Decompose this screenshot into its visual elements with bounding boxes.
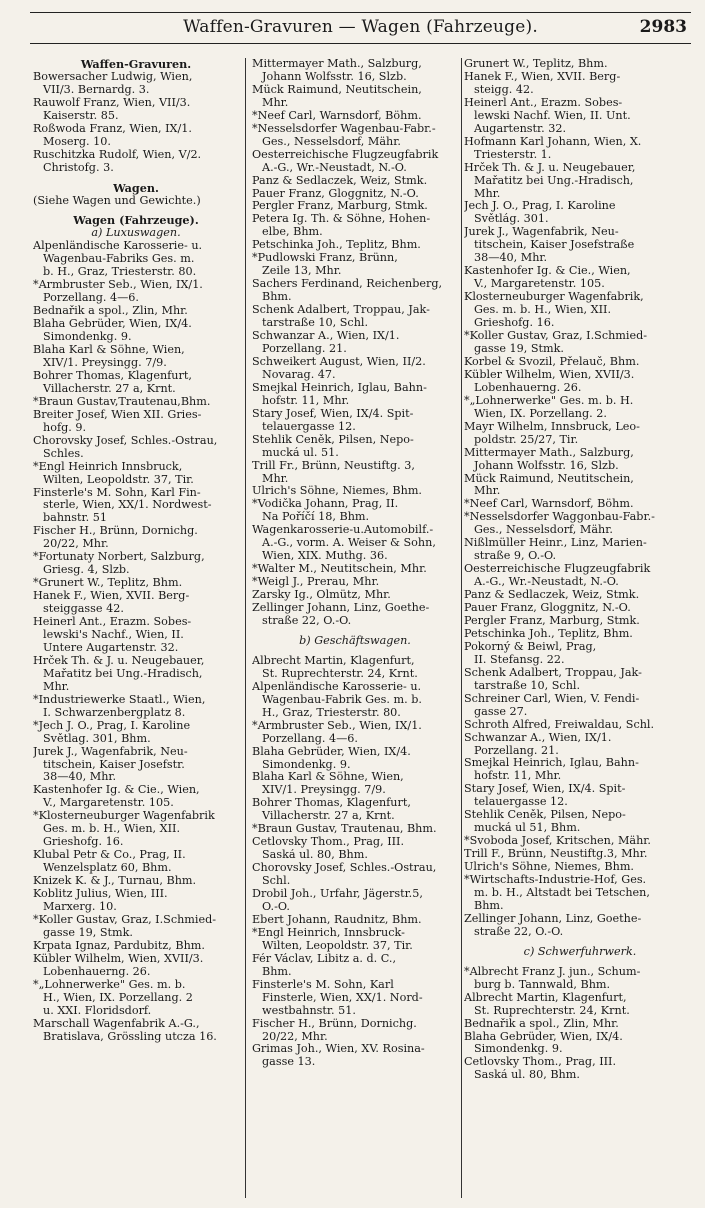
entry-line: Fischer H., Brünn, Dornichg.	[252, 1017, 417, 1030]
entry-line: Kastenhofer Ig. & Cie., Wien,	[33, 784, 200, 797]
entry-line: hofg. 9.	[43, 421, 87, 434]
spacer	[464, 959, 696, 966]
entry-line: lewski Nachf. Wien, II. Unt.	[474, 109, 631, 122]
entry-line: Cetlovsky Thom., Prag, III.	[252, 836, 405, 849]
entry-line: Marxerg. 10.	[43, 901, 117, 913]
spacer	[464, 939, 696, 946]
section-heading: Wagen.	[113, 181, 159, 195]
entry-line: gasse 13.	[262, 1056, 316, 1069]
entry-line: 20/22, Mhr.	[43, 538, 109, 551]
entry-line: Schreiner Carl, Wien, V. Fendi-	[464, 692, 640, 705]
entry-line: Rauwolf Franz, Wien, VII/3.	[33, 96, 191, 109]
entry-line: steigg. 42.	[474, 83, 534, 96]
entry-line: I. Schwarzenbergplatz 8.	[43, 706, 186, 719]
entry-line: Wilten, Leopoldstr. 37, Tir.	[262, 939, 413, 952]
entry-line: Zellinger Johann, Linz, Goethe-	[252, 602, 430, 615]
entry-line: Schl.	[262, 875, 291, 888]
entry-line: St. Ruprechterstr. 24, Krnt.	[474, 1004, 630, 1017]
entry-line: Bohrer Thomas, Klagenfurt,	[252, 797, 411, 810]
entry-line: Blaha Karl & Söhne, Wien,	[33, 344, 185, 357]
entry-line: straße 22, O.-Ö.	[262, 614, 352, 627]
entry-line: u. XXI. Floridsdorf.	[43, 1004, 152, 1017]
entry-line: Wagenkarosserie-u.Automobilf.-	[252, 524, 434, 537]
entry-line: *Fortunaty Norbert, Salzburg,	[33, 551, 205, 564]
entry-line: *Nesselsdorfer Wagenbau-Fabr.-	[252, 122, 436, 135]
entry-line: Světlag. 301, Bhm.	[43, 732, 151, 745]
entry-line: Mařatitz bei Ung.-Hradisch,	[43, 667, 203, 680]
entry-line: Stary Josef, Wien, IX/4. Spit-	[252, 407, 414, 420]
entry-line: gasse 27.	[474, 705, 528, 718]
entry-line: V., Margaretenstr. 105.	[474, 278, 605, 291]
entry-line: VII/3. Bernardg. 3.	[43, 83, 150, 96]
entry-line: Kastenhofer Ig. & Cie., Wien,	[464, 265, 631, 278]
entry-line: Johann Wolfsstr. 16, Slzb.	[474, 459, 619, 472]
entry-line: *Wirtschafts-Industrie-Hof, Ges.	[464, 874, 647, 887]
entry-line: *Braun Gustav,Trautenau,Bhm.	[33, 395, 211, 408]
entry-line: *Neef Carl, Warnsdorf, Böhm.	[464, 498, 634, 511]
entry-line: Wilten, Leopoldstr. 37, Tir.	[43, 473, 194, 486]
entry-line: *Weigl J., Prerau, Mhr.	[252, 576, 380, 589]
entry-line: Schwanzar A., Wien, IX/1.	[252, 330, 400, 343]
entry-line: telauergasse 12.	[474, 796, 568, 809]
column-divider	[245, 58, 246, 1198]
entry-line: westbahnstr. 51.	[262, 1004, 356, 1017]
entry-line: Mařatitz bei Ung.-Hradisch,	[474, 174, 634, 187]
entry-line: Heinerl Ant., Erazm. Sobes-	[33, 616, 192, 629]
entry-line: Mück Raimund, Neutitschein,	[252, 83, 422, 96]
page-number: 2983	[639, 17, 687, 37]
entry-line: H., Wien, IX. Porzellang. 2	[43, 991, 193, 1004]
entry-line: bahnstr. 51	[43, 512, 107, 525]
entry-line: Christofg. 3.	[43, 161, 114, 174]
entry-line: Koblitz Julius, Wien, III.	[33, 888, 168, 901]
entry-line: *„Lohnerwerke" Ges. m. b. H.	[464, 394, 634, 407]
entry-line: Lobenhauerng. 26.	[43, 965, 151, 978]
entry-line: V., Margaretenstr. 105.	[43, 797, 174, 810]
entry-line: Marschall Wagenfabrik A.-G.,	[33, 1017, 200, 1030]
subsection-heading: c) Schwerfuhrwerk.	[523, 945, 637, 958]
entry-line: Ges., Nesselsdorf, Mähr.	[262, 135, 401, 148]
entry-line: Trill Fr., Brünn, Neustiftg. 3,	[252, 459, 415, 472]
spacer	[33, 207, 239, 214]
entry-line: *Engl Heinrich Innsbruck,	[33, 460, 183, 473]
entry-line: b. H., Graz, Triesterstr. 80.	[43, 266, 197, 279]
entry-line: mucká ul 51, Bhm.	[474, 822, 581, 835]
entry-line: Pergler Franz, Marburg, Stmk.	[464, 614, 640, 627]
page-title: Waffen-Gravuren — Wagen (Fahrzeuge).	[183, 17, 538, 37]
entry-line: Kübler Wilhelm, Wien, XVII/3.	[33, 952, 204, 965]
entry-line: poldstr. 25/27, Tir.	[474, 433, 579, 446]
entry-line: elbe, Bhm.	[262, 226, 323, 239]
entry-line: Simondenkg. 9.	[262, 758, 351, 771]
entry-line: 20/22, Mhr.	[262, 1030, 328, 1043]
entry-line: *Walter M., Neutitschein, Mhr.	[252, 563, 427, 576]
entry-line: Klubal Petr & Co., Prag, II.	[33, 849, 186, 862]
entry-line: Wagenbau-Fabrik Ges. m. b.	[262, 693, 422, 706]
entry-line: mucká ul. 51.	[262, 446, 339, 459]
entry-line: II. Stefansg. 22.	[474, 653, 565, 666]
entry-line: *Engl Heinrich, Innsbruck-	[252, 926, 405, 939]
column-divider	[461, 58, 462, 1198]
entry-line: Mhr.	[262, 96, 289, 109]
column-middle	[252, 58, 458, 1198]
entry-line: Lobenhauerng. 26.	[474, 381, 582, 394]
entry-line: Mhr.	[474, 485, 501, 498]
entry-line: Bednařik a spol., Zlin, Mhr.	[33, 305, 188, 318]
entry-line: Hanek F., Wien, XVII. Berg-	[33, 590, 190, 603]
entry-line: Schenk Adalbert, Troppau, Jak-	[464, 666, 642, 679]
entry-line: Mhr.	[474, 187, 501, 200]
entry-line: A.-G., Wr.-Neustadt, N.-Ö.	[262, 161, 407, 174]
entry-line: Schwanzar A., Wien, IX/1.	[464, 731, 612, 744]
entry-line: Stary Josef, Wien, IX/4. Spit-	[464, 783, 626, 796]
entry-line: Untere Augartenstr. 32.	[43, 641, 179, 654]
entry-line: straße 9, O.-Ö.	[474, 550, 557, 563]
entry-line: Bhm.	[262, 965, 292, 978]
entry-line: telauergasse 12.	[262, 420, 356, 433]
entry-line: Bowersacher Ludwig, Wien,	[33, 70, 193, 83]
entry-line: St. Ruprechterstr. 24, Krnt.	[262, 667, 418, 680]
entry-line: Finsterle's M. Sohn, Karl	[252, 978, 394, 991]
entry-line: steiggasse 42.	[43, 603, 124, 616]
entry-line: Trill F., Brünn, Neustiftg.3, Mhr.	[464, 848, 648, 861]
entry-line: Klosterneuburger Wagenfabrik,	[464, 291, 644, 304]
entry-line: A.-G., Wr.-Neustadt, N.-Ö.	[474, 576, 619, 589]
entry-line: *Neef Carl, Warnsdorf, Böhm.	[252, 109, 422, 122]
entry-line: *Albrecht Franz J. jun., Schum-	[464, 965, 641, 978]
entry-line: *Jech J. O., Prag, I. Karoline	[33, 719, 191, 732]
entry-line: gasse 19, Stmk.	[43, 926, 133, 939]
entry-line: Alpenländische Karosserie- u.	[33, 240, 203, 253]
entry-line: Roßwoda Franz, Wien, IX/1.	[33, 122, 192, 135]
entry-line: Blaha Gebrüder, Wien, IX/4.	[252, 745, 411, 758]
entry-line: Mhr.	[43, 680, 70, 693]
entry-line: *Klosterneuburger Wagenfabrik	[33, 810, 215, 823]
entry-line: Kübler Wilhelm, Wien, XVII/3.	[464, 368, 635, 381]
entry-line: Mayr Wilhelm, Innsbruck, Leo-	[464, 420, 640, 433]
entry-line: Zellinger Johann, Linz, Goethe-	[464, 912, 642, 925]
entry-line: Mhr.	[262, 472, 289, 485]
entry-line: H., Graz, Triesterstr. 80.	[262, 706, 401, 719]
entry-line: Grunert W., Teplitz, Bhm.	[464, 58, 608, 70]
entry-line: Stehlik Čeněk, Pilsen, Nepo-	[252, 433, 414, 446]
entry-line: Nißlmüller Heinr., Linz, Marien-	[464, 537, 647, 550]
entry-line: O.-Ö.	[262, 901, 290, 913]
entry-line: Schroth Alfred, Freiwaldau, Schl.	[464, 718, 655, 731]
entry-line: *Svoboda Josef, Kritschen, Mähr.	[464, 835, 651, 848]
entry-line: Breiter Josef, Wien XII. Gries-	[33, 408, 202, 421]
entry-line: Světlág. 301.	[474, 213, 549, 226]
subsection-heading: b) Geschäftswagen.	[299, 634, 411, 647]
entry-line: Ruschitzka Rudolf, Wien, V/2.	[33, 148, 202, 161]
entry-line: burg b. Tannwald, Bhm.	[474, 978, 611, 991]
entry-line: Pauer Franz, Gloggnitz, N.-Ö.	[464, 602, 631, 615]
entry-line: Pauer Franz, Gloggnitz, N.-Ö.	[252, 187, 419, 200]
entry-line: *Pudlowski Franz, Brünn,	[252, 252, 398, 265]
entry-line: Wien, XIX. Muthg. 36.	[262, 550, 388, 563]
entry-line: Finsterle, Wien, XX/1. Nord-	[262, 991, 423, 1004]
entry-line: Porzellang. 4—6.	[43, 292, 139, 305]
entry-line: Fér Václav, Libitz a. d. C.,	[252, 952, 397, 965]
entry-line: *„Lohnerwerke" Ges. m. b.	[33, 978, 186, 991]
column-left	[33, 58, 239, 1198]
entry-line: Hanek F., Wien, XVII. Berg-	[464, 70, 621, 83]
entry-line: Blaha Gebrüder, Wien, IX/4.	[464, 1030, 623, 1043]
entry-line: Chorovsky Josef, Schles.-Ostrau,	[252, 862, 437, 875]
entry-line: Triesterstr. 1.	[474, 148, 552, 161]
entry-line: Bhm.	[474, 899, 504, 912]
entry-line: *Grunert W., Teplitz, Bhm.	[33, 577, 183, 590]
entry-line: Panz & Sedlaczek, Weiz, Stmk.	[464, 589, 640, 602]
column-right	[464, 58, 696, 1198]
entry-line: Cetlovsky Thom., Prag, III.	[464, 1056, 617, 1069]
entry-line: Porzellang. 4—6.	[262, 732, 358, 745]
cross-reference: (Siehe Wagen und Gewichte.)	[33, 194, 201, 207]
subsection-heading: a) Luxuswagen.	[91, 227, 181, 240]
entry-line: Panz & Sedlaczek, Weiz, Stmk.	[252, 174, 428, 187]
entry-line: Wagenbau-Fabriks Ges. m.	[43, 253, 195, 266]
entry-line: Pokorný & Beiwl, Prag,	[464, 640, 597, 653]
entry-line: Ulrich's Söhne, Niemes, Bhm.	[252, 485, 422, 498]
section-heading: Waffen-Gravuren.	[80, 58, 192, 71]
entry-line: Finsterle's M. Sohn, Karl Fin-	[33, 486, 201, 499]
section-heading: Wagen (Fahrzeuge).	[73, 214, 199, 228]
entry-line: Žarsky Ig., Olmütz, Mhr.	[252, 589, 391, 602]
entry-line: Ulrich's Söhne, Niemes, Bhm.	[464, 861, 634, 874]
entry-line: Jurek J., Wagenfabrik, Neu-	[464, 226, 619, 239]
entry-line: Saská ul. 80, Bhm.	[262, 849, 368, 862]
entry-line: Grieshofg. 16.	[43, 836, 124, 849]
entry-line: Hrček Th. & J. u. Neugebauer,	[464, 161, 636, 174]
entry-line: *Armbruster Seb., Wien, IX/1.	[252, 719, 422, 732]
entry-line: Augartenstr. 32.	[474, 122, 567, 135]
entry-line: Heinerl Ant., Erazm. Sobes-	[464, 96, 623, 109]
entry-line: straße 22, O.-Ö.	[474, 925, 564, 938]
entry-line: Petschinka Joh., Teplitz, Bhm.	[252, 239, 421, 252]
entry-line: Bratislava, Grössling utcza 16.	[43, 1030, 217, 1043]
entry-line: Villacherstr. 27 a, Krnt.	[43, 382, 176, 395]
entry-line: tarstraße 10, Schl.	[474, 679, 581, 692]
entry-line: *Industriewerke Staatl., Wien,	[33, 693, 206, 706]
entry-line: Korbel & Svozil, Přelauč, Bhm.	[464, 355, 640, 368]
entry-line: XIV/1. Preysingg. 7/9.	[262, 784, 386, 797]
entry-line: Pergler Franz, Marburg, Stmk.	[252, 200, 428, 213]
entry-line: Smejkal Heinrich, Iglau, Bahn-	[252, 381, 427, 394]
entry-line: Hrček Th. & J. u. Neugebauer,	[33, 654, 205, 667]
entry-line: Oesterreichische Flugzeugfabrik	[464, 563, 651, 576]
entry-line: 38—40, Mhr.	[474, 252, 548, 265]
entry-line: Petera Ig. Th. & Söhne, Hohen-	[252, 213, 431, 226]
entry-line: Zeile 13, Mhr.	[262, 265, 342, 278]
entry-line: Schenk Adalbert, Troppau, Jak-	[252, 304, 430, 317]
entry-line: *Nesselsdorfer Waggonbau-Fabr.-	[464, 511, 655, 524]
entry-line: *Koller Gustav, Graz, I.Schmied-	[464, 330, 648, 343]
entry-line: Ges. m. b. H., Wien, XII.	[474, 304, 612, 317]
entry-line: Mittermayer Math., Salzburg,	[464, 446, 634, 459]
entry-line: Bednařik a spol., Zlin, Mhr.	[464, 1017, 619, 1030]
entry-line: Grieshofg. 16.	[474, 317, 555, 330]
entry-line: Villacherstr. 27 a, Krnt.	[262, 810, 395, 823]
entry-line: Alpenländische Karosserie- u.	[252, 680, 422, 693]
entry-line: Drobil Joh., Urfahr, Jägerstr.5,	[252, 888, 423, 901]
entry-line: tarstraße 10, Schl.	[262, 317, 369, 330]
entry-line: Jech J. O., Prag, I. Karoline	[464, 200, 616, 213]
entry-line: Saská ul. 80, Bhm.	[474, 1069, 580, 1082]
entry-line: Bohrer Thomas, Klagenfurt,	[33, 369, 192, 382]
entry-line: *Braun Gustav, Trautenau, Bhm.	[252, 823, 437, 836]
entry-line: Ebert Johann, Raudnitz, Bhm.	[252, 913, 422, 926]
entry-line: Griesg. 4, Slzb.	[43, 564, 130, 577]
entry-line: m. b. H., Altstadt bei Tetschen,	[474, 887, 650, 899]
entry-line: lewski's Nachf., Wien, II.	[43, 628, 184, 641]
entry-line: Schweikert August, Wien, II/2.	[252, 355, 426, 368]
entry-line: Ges., Nesselsdorf, Mähr.	[474, 524, 613, 537]
entry-line: Chorovsky Josef, Schles.-Ostrau,	[33, 434, 218, 447]
entry-line: Knizek K. & J., Turnau, Bhm.	[33, 875, 197, 888]
entry-line: Johann Wolfsstr. 16, Slzb.	[262, 70, 407, 83]
spacer	[252, 648, 458, 655]
entry-line: Porzellang. 21.	[262, 342, 347, 355]
entry-line: Wenzelsplatz 60, Bhm.	[43, 862, 172, 875]
spacer	[252, 628, 458, 635]
entry-line: Mück Raimund, Neutitschein,	[464, 472, 634, 485]
entry-line: 38—40, Mhr.	[43, 771, 117, 784]
entry-line: Bhm.	[262, 291, 292, 304]
entry-line: Kaiserstr. 85.	[43, 109, 119, 122]
entry-line: A.-G., vorm. A. Weiser & Sohn,	[262, 537, 436, 550]
entry-line: Porzellang. 21.	[474, 744, 559, 757]
entry-line: Simondenkg. 9.	[43, 331, 132, 344]
entry-line: Blaha Gebrüder, Wien, IX/4.	[33, 318, 192, 331]
entry-line: Fischer H., Brünn, Dornichg.	[33, 525, 198, 538]
entry-line: Novarag. 47.	[262, 368, 336, 381]
entry-line: Moserg. 10.	[43, 135, 111, 148]
entry-line: hofstr. 11, Mhr.	[262, 394, 350, 407]
entry-line: Oesterreichische Flugzeugfabrik	[252, 148, 439, 161]
entry-line: titschein, Kaiser Josefstraße	[474, 239, 635, 252]
entry-line: Mittermayer Math., Salzburg,	[252, 58, 422, 70]
spacer	[33, 175, 239, 182]
entry-line: Albrecht Martin, Klagenfurt,	[252, 654, 415, 667]
entry-line: XIV/1. Preysingg. 7/9.	[43, 356, 167, 369]
entry-line: Schles.	[43, 447, 84, 460]
entry-line: Blaha Karl & Söhne, Wien,	[252, 771, 404, 784]
entry-line: Sachers Ferdinand, Reichenberg,	[252, 278, 443, 291]
entry-line: gasse 19, Stmk.	[474, 342, 564, 355]
entry-line: hofstr. 11, Mhr.	[474, 770, 562, 783]
entry-line: Petschinka Joh., Teplitz, Bhm.	[464, 627, 633, 640]
entry-line: Smejkal Heinrich, Iglau, Bahn-	[464, 757, 639, 770]
entry-line: Jurek J., Wagenfabrik, Neu-	[33, 745, 188, 758]
entry-line: titschein, Kaiser Josefstr.	[43, 758, 185, 771]
entry-line: Albrecht Martin, Klagenfurt,	[464, 991, 627, 1004]
entry-line: sterle, Wien, XX/1. Nordwest-	[43, 499, 212, 512]
entry-line: *Vodička Johann, Prag, II.	[252, 498, 399, 511]
entry-line: Hofmann Karl Johann, Wien, X.	[464, 135, 642, 148]
entry-line: Krpata Ignaz, Pardubitz, Bhm.	[33, 939, 205, 952]
entry-line: *Koller Gustav, Graz, I.Schmied-	[33, 913, 217, 926]
entry-line: Na Poříčí 18, Bhm.	[262, 511, 370, 524]
page-header	[30, 12, 691, 44]
entry-line: *Armbruster Seb., Wien, IX/1.	[33, 279, 203, 292]
entry-line: Stehlik Čeněk, Pilsen, Nepo-	[464, 809, 626, 822]
entry-line: Simondenkg. 9.	[474, 1043, 563, 1056]
entry-line: Grimas Joh., Wien, XV. Rosina-	[252, 1043, 425, 1056]
entry-line: Wien, IX. Porzellang. 2.	[474, 407, 607, 420]
entry-line: Ges. m. b. H., Wien, XII.	[43, 823, 181, 836]
